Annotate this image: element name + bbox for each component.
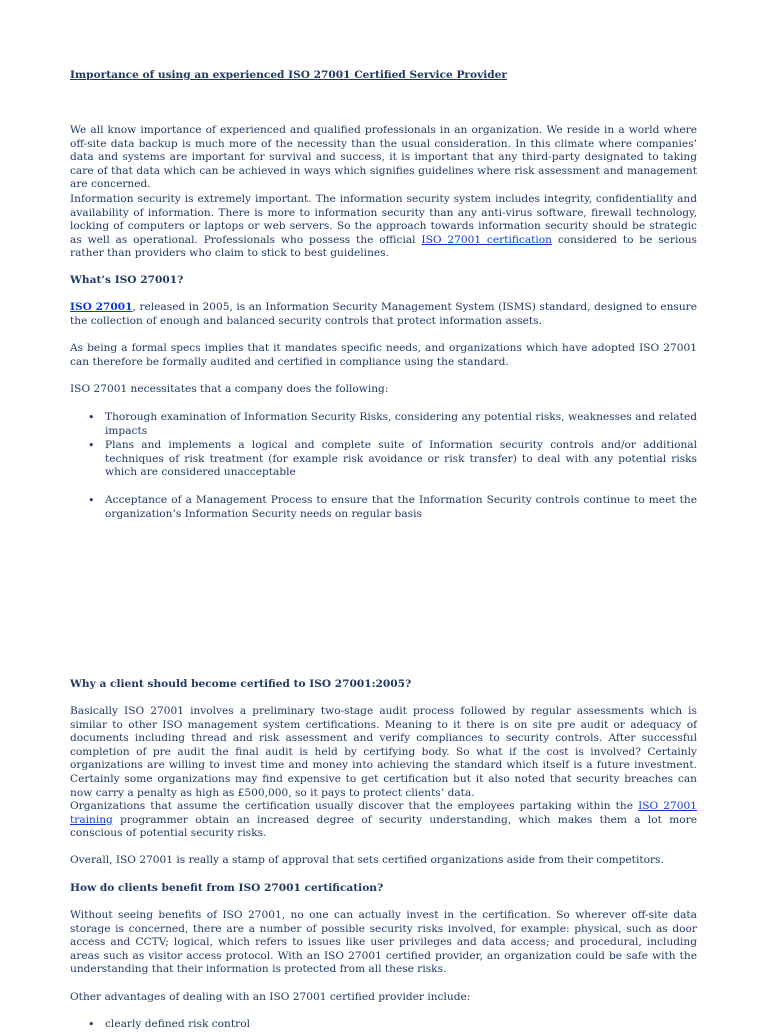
necessitates-paragraph: ISO 27001 necessitates that a company does the following: <box>70 383 389 395</box>
security-paragraph: Information security is extremely important. The information security system includes integrity, confidentiality and availability of information. There is more to information security than any anti-virus software, firewall technology, locking of computers or laptops or web servers. So the approach towards information security should be strategic as well as operational. Professionals who possess the official ISO 27001 certification considered to be serious rather than providers who claim to stick to best guidelines. <box>70 193 697 260</box>
benefits-paragraph: Without seeing benefits of ISO 27001, no one can actually invest in the certification. So wherever off-site data storage is concerned, there are a number of possible security risks involved, for example: physical, such as door access and CCTV; logical, which refers to issues like user privileges and data access; and procedural, including areas such as visitor access protocol. With an ISO 27001 certified provider, an organization could be safe with the understanding that their information is protected from all these risks. <box>70 909 697 976</box>
heading-whats-iso: What’s ISO 27001? <box>70 274 184 286</box>
list-item: • Acceptance of a Management Process to ensure that the Information Security controls continue to meet the organization’s Information Security needs on regular basis <box>88 494 697 520</box>
list-item: • clearly defined risk control <box>88 1018 250 1031</box>
audit-paragraph: Basically ISO 27001 involves a preliminary two-stage audit process followed by regular assessments which is similar to other ISO management system certifications. Meaning to it there is on site pre audit or adequacy of documents including thread and risk assessment and verify compliances to security controls. After successful completion of pre audit the final audit is held by certifying body. So what if the cost is involved? Certainly organizations are willing to invest time and money into achieving the standard which itself is a future investment. Certainly some organizations may find expensive to get certification but it also noted that security breaches can now carry a penalty as high as £500,000, so it pays to protect clients’ data. <box>70 705 697 799</box>
formal-specs-paragraph: As being a formal specs implies that it mandates specific needs, and organizations which have adopted ISO 27001 can therefore be formally audited and certified in compliance using the standard. <box>70 342 697 368</box>
document-title: Importance of using an experienced ISO 27001 Certified Service Provider <box>70 69 507 81</box>
iso-definition-paragraph: ISO 27001, released in 2005, is an Information Security Management System (ISMS) standard, designed to ensure the collection of enough and balanced security controls that protect information assets. <box>70 301 697 327</box>
heading-why-certified: Why a client should become certified to ISO 27001:2005? <box>70 678 412 690</box>
iso-training-link[interactable]: ISO 27001 training <box>70 800 697 826</box>
advantages-paragraph: Other advantages of dealing with an ISO 27001 certified provider include: <box>70 991 471 1003</box>
requirements-list <box>70 411 697 438</box>
training-paragraph: Organizations that assume the certification usually discover that the employees partaking within the ISO 27001 training programmer obtain an increased degree of security understanding, which makes them a lot more conscious of potential security risks. <box>70 800 697 840</box>
list-item: • Plans and implements a logical and complete suite of Information security controls and/or additional techniques of risk treatment (for example risk avoidance or risk transfer) to deal with any potential risks which are considered unacceptable <box>88 439 697 479</box>
iso-27001-link[interactable]: ISO 27001 <box>70 301 133 313</box>
advantages-list <box>70 1018 697 1032</box>
intro-paragraph: We all know importance of experienced and qualified professionals in an organization. We reside in a world where off-site data backup is much more of the necessity than the usual consideration. In this climate where companies’ data and systems are important for survival and success, it is important that any third-party designated to taking care of that data which can be achieved in ways which signifies guidelines where risk assessment and management are concerned. <box>70 124 697 191</box>
iso-certification-link[interactable]: ISO 27001 certification <box>421 233 553 246</box>
heading-how-benefit: How do clients benefit from ISO 27001 certification? <box>70 882 384 894</box>
overall-paragraph: Overall, ISO 27001 is really a stamp of approval that sets certified organizations aside from their competitors. <box>70 854 664 866</box>
list-item: • Thorough examination of Information Security Risks, considering any potential risks, weaknesses and related impacts <box>88 411 697 437</box>
